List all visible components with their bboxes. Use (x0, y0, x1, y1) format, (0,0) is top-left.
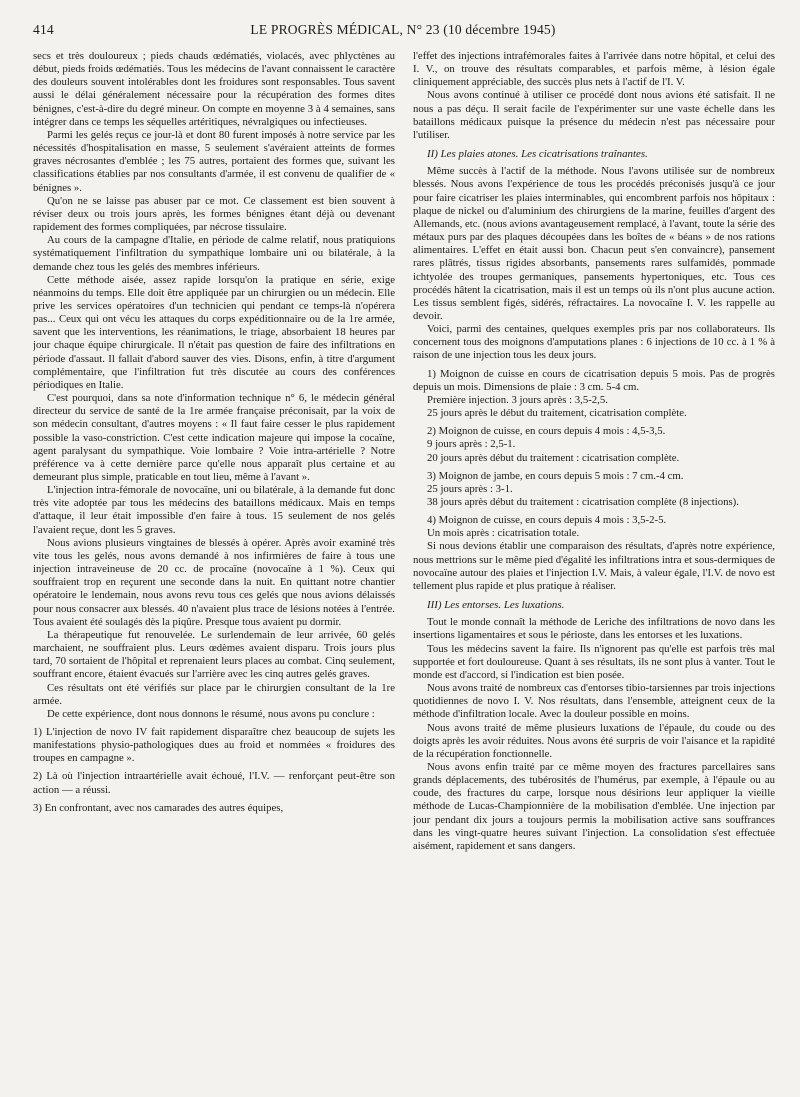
running-header (33, 22, 773, 40)
paragraph: Nous avons enfin traité par ce même moyen des fractures parcellaires sans grands déplacements, des tubérosités de l'humérus, par exemple, à l'épaule ou au coude, des fractures du carpe, lorsque nous désirions leur appliquer la vieille méthode de Lucas-Championnière de la mobilisation d'emblée. Une injection par jour pendant dix jours a toujours permis la mobilisation active sans souffrances dans les vingt-quatre heures suivant l'injection. La consolidation s'est effectuée aisément, rapidement et sans dangers. (413, 760, 775, 852)
conclusion-item: 1) L'injection de novo IV fait rapidement disparaître chez beaucoup de sujets les manifestations physio-pathologiques dues au froid et nommées « froidures des troupes en campagne ». (33, 725, 395, 765)
paragraph: Tous les médecins savent la faire. Ils n'ignorent pas qu'elle est parfois très mal supportée et fort douloureuse. Quant à ses résultats, ils ne sont plus à vanter. Tout le monde est d'accord, si l'indication est bien posée. (413, 642, 775, 681)
paragraph: Qu'on ne se laisse pas abuser par ce mot. Ce classement est bien souvent à réviser deux ou trois jours après, les formes bénignes étant déjà ou devenant rapidement des formes compliquées, par nécrose tissulaire. (33, 194, 395, 234)
paragraph: Parmi les gelés reçus ce jour-là et dont 80 furent imposés à notre service par les nécessités d'hospitalisation en masse, 5 seulement s'avéraient atteints de formes graves nécrosantes d'emblée ; les 75 autres, portaient des formes que, suivant les classifications établies par nos consultants d'armée, il est convenu de qualifier de « bénignes ». (33, 128, 395, 194)
paragraph: Nous avons traité de même plusieurs luxations de l'épaule, du coude ou des doigts après les avoir réduites. Nous avons été surpris de voir l'aisance et la rapidité de la récupération fonctionnelle. (413, 721, 775, 760)
case-detail: Première injection. 3 jours après : 3,5-2,5. (427, 393, 608, 406)
case-item: 2) Moignon de cuisse, en cours depuis 4 mois : 4,5-3,5. (427, 425, 666, 438)
left-column (33, 50, 395, 1090)
case-detail: 20 jours après début du traitement : cicatrisation complète. (427, 451, 680, 464)
paragraph: Cette méthode aisée, assez rapide lorsqu'on la pratique en série, exige néanmoins du temps. Elle doit être appliquée par un chirurgien ou un médecin. Elle prive les services opératoires d'un technicien qui pendant ce temps-là n'opérera pas... Ceux qui ont vécu les attaques du corps expéditionnaire ou de la 1re armée, savent que les interventions, les réanimations, le triage, absorbaient 18 heures par jour chaque équipe chirurgicale. Il n'était pas question de faire des infiltrations en période d'assaut. Il fallait d'abord sauver des vies. Disons, enfin, à titre d'argument complémentaire, que l'infiltration fut très discutée au cours des conférences périodiques en Italie. (33, 273, 395, 391)
case-detail: 25 jours après : 3-1. (427, 482, 513, 495)
case-item: 3) Moignon de jambe, en cours depuis 5 mois : 7 cm.-4 cm. (427, 469, 684, 482)
right-column (413, 50, 775, 1090)
paragraph: Tout le monde connaît la méthode de Leriche des infiltrations de novo dans les insertions ligamentaires et sous le périoste, dans les entorses et les luxations. (413, 616, 775, 642)
case-item: 4) Moignon de cuisse, en cours depuis 4 mois : 3,5-2-5. (427, 514, 667, 527)
paragraph: l'effet des injections intrafémorales faites à l'arrivée dans notre hôpital, et celui des I. V., on trouve des résultats comparables, et parfois même, à lésion égale cliniquement appréciable, des succès plus nets à l'actif de l'I. V. (413, 50, 775, 89)
paragraph: Nous avons traité de nombreux cas d'entorses tibio-tarsiennes par trois injections quotidiennes de novo I. V. Nos résultats, dans l'ensemble, atteignent ceux de la méthode d'infiltration locale. Avec la douleur possible en moins. (413, 682, 775, 721)
case-detail: 25 jours après le début du traitement, cicatrisation complète. (427, 407, 687, 420)
paragraph: De cette expérience, dont nous donnons le résumé, nous avons pu conclure : (47, 707, 375, 720)
journal-title: LE PROGRÈS MÉDICAL, N° 23 (10 décembre 1945) (250, 22, 556, 37)
paragraph: Nous avons continué à utiliser ce procédé dont nous avions été satisfait. Il ne nous a pas déçu. Il serait facile de l'expérimenter sur une vaste échelle dans les bataillons médicaux puisque la présence du médecin n'est pas nécessaire pour l'utiliser. (413, 89, 775, 141)
page-number: 414 (33, 22, 54, 37)
paragraph: Voici, parmi des centaines, quelques exemples pris par nos collaborateurs. Ils concernent tous des moignons d'amputations planes : 6 injections de 10 cc. à 1 % à raison de une injection tous les deux jours. (413, 323, 775, 362)
case-detail: 9 jours après : 2,5-1. (427, 438, 516, 451)
paragraph: secs et très douloureux ; pieds chauds œdématiés, violacés, avec phlyctènes au début, pieds froids œdématiés. Tous les médecins de l'avant connaissent le caractère des douleurs souvent intolérables dont les froidures sont responsables. Tous savent aussi le délai généralement nécessaire pour la récupération des formes dites bénignes, c'est-à-dire du degré mineur. On compte en moyenne 3 à 4 semaines, sans intégrer dans ce temps les séquelles artéritiques, névralgiques ou infectieuses. (33, 50, 395, 128)
case-detail: 38 jours après début du traitement : cicatrisation complète (8 injections). (427, 496, 739, 508)
case-detail: Un mois après : cicatrisation totale. (427, 527, 580, 540)
section-heading: II) Les plaies atones. Les cicatrisations traînantes. (427, 148, 648, 161)
section-heading: III) Les entorses. Les luxations. (427, 599, 565, 612)
paragraph: Nous avions plusieurs vingtaines de blessés à opérer. Après avoir examiné très vite tous les gelés, nous avons demandé à nos infirmières de faire à tous une injection intraveineuse de 20 cc. de procaïne (novocaïne à 1 %). Ceux qui souffraient trop en reçurent une seconde dans la nuit. En quittant notre chantier opératoire le lendemain, nous avons revu tous ces gelés que nous avions délaissés pour nous consacrer aux blessés. 40 n'avaient plus trace de lésions notées à l'entrée. Tous avaient été soulagés dès la piqûre. Presque tous avaient pu dormir. (33, 536, 395, 628)
conclusion-item: 2) Là où l'injection intraartérielle avait échoué, l'I.V. — renforçant peut-être son action — a réussi. (33, 770, 395, 796)
case-item: 1) Moignon de cuisse en cours de cicatrisation depuis 5 mois. Pas de progrès depuis un mois. Dimensions de plaie : 3 cm. 5-4 cm. (413, 367, 775, 393)
paragraph: C'est pourquoi, dans sa note d'information technique n° 6, le médecin général directeur du service de santé de la 1re armée française préconisait, par la voix de son médecin consultant, d'autres moyens : « Il faut faire cesser le plus rapidement possible la vaso-constriction. C'est cette indication majeure qui impose la cocaïne, agent paralysant du sympathique. Voie lombaire ? Voie intra-artérielle ? Notre préférence va à cette dernière parce qu'elle nous apparaît plus certaine et au demeurant plus simple, praticable en tout lieu, même à l'avant ». (33, 392, 395, 483)
paragraph: L'injection intra-fémorale de novocaïne, uni ou bilatérale, à la demande fut donc très vite adoptée par tous les médecins des bataillons médicaux. Mais en temps d'attaque, il leur était impossible d'en faire à tous. 15 seulement de nos gelés l'avaient reçue, dont les 5 graves. (33, 484, 395, 536)
paragraph: Même succès à l'actif de la méthode. Nous l'avons utilisée sur de nombreux blessés. Nous avons l'expérience de tous les procédés préconisés jusqu'à ce jour pour faire cicatriser les plaies interminables, qui encombrent parfois nos hôpitaux : plaque de nickel ou d'aluminium des chirurgiens de la marine, feuilles d'argent des Allemands, etc. (nous avions avantageusement remplacé, à l'avant, toute la série des métaux purs par des plaques découpées dans les boîtes de « béans » de nos rations alimentaires. L'effet en était aussi bon. Chacun peut s'en convaincre), pansement rares plâtrés, tissus rigides absorbants, pansements rares sulfamidés, pommade ichtyolée des troupes germaniques, pansements hypertoniques, etc. Tous ces procédés hâtent la cicatrisation, mais il est un temps où ils n'ont plus aucune action. Les tissus semblent figés, sidérés, réfractaires. La novocaïne I. V. les rappelle au devoir. (413, 165, 775, 322)
paragraph: Si nous devions établir une comparaison des résultats, d'après notre expérience, nous mettrions sur le même pied d'égalité les infiltrations intra et sous-dermiques de novocaïne autour des plaies et l'injection I.V. Mais, à valeur égale, l'I.V. de novo est tellement plus rapide et plus pratique à réaliser. (413, 540, 775, 592)
conclusion-item: 3) En confrontant, avec nos camarades des autres équipes, (33, 801, 284, 814)
paragraph: La thérapeutique fut renouvelée. Le surlendemain de leur arrivée, 60 gelés marchaient, ne souffraient plus. Leurs œdèmes avaient disparu. Trois jours plus tard, 70 sortaient de l'hôpital et reprenaient leurs places au combat. Cinq seulement, souffrant encore, étaient évacués sur l'arrière avec les cinq autres gelés graves. (33, 628, 395, 681)
paragraph: Ces résultats ont été vérifiés sur place par le chirurgien consultant de la 1re armée. (33, 681, 395, 707)
paragraph: Au cours de la campagne d'Italie, en période de calme relatif, nous pratiquions systématiquement l'infiltration du sympathique lombaire uni ou bilatérale, à la demande chez tous les gelés des membres inférieurs. (33, 234, 395, 273)
